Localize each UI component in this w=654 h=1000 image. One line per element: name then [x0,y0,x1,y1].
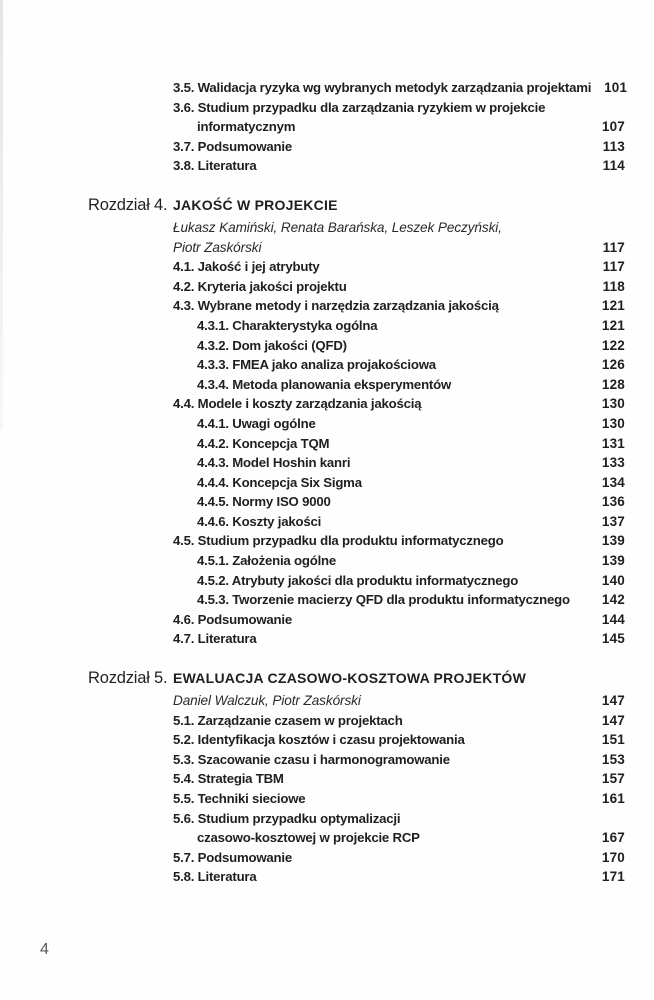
entry-text: 4.1. Jakość i jej atrybuty [173,259,320,275]
toc-subentry [0,355,654,375]
entry-text: 3.6. Studium przypadku dla zarządzania ryzykiem w projekcie [173,99,546,115]
entry-page: 147 [601,712,625,728]
entry-page: 113 [602,138,625,154]
toc-subentry [0,453,654,473]
toc-subentry [0,473,654,493]
entry-text: 4.3.2. Dom jakości (QFD) [197,337,347,353]
entry-page: 130 [601,415,625,431]
chapter-title: JAKOŚĆ W PROJEKCIE [173,196,338,213]
entry-text: 4.4.6. Koszty jakości [197,513,322,529]
toc-entry [0,296,654,316]
entry-text: 4.3.4. Metoda planowania eksperymentów [197,376,452,392]
entry-page: 107 [601,119,625,135]
entry-text: 5.7. Podsumowanie [173,849,292,865]
toc-entry [0,867,654,887]
entry-text: 4.4.2. Koncepcja TQM [197,435,330,451]
entry-page: 101 [604,80,628,95]
entry-page: 117 [602,259,625,275]
toc-subentry [0,590,654,610]
toc-subentry [0,375,654,395]
toc-entry [0,789,654,809]
toc-entry-continuation [0,117,654,137]
toc-entry [0,156,654,176]
chapter-label: Rozdział 4. [88,195,168,214]
entry-page: 128 [601,376,625,392]
entry-text: 4.4.4. Koncepcja Six Sigma [197,474,362,490]
toc-entry [0,277,654,297]
entry-text: czasowo-kosztowej w projekcie RCP [197,830,420,846]
toc-entry-continuation [0,828,654,848]
entry-page: 121 [601,317,625,333]
entry-text: 3.7. Podsumowanie [173,138,292,154]
entry-text: informatycznym [197,119,296,135]
entry-page: 153 [601,751,625,767]
entry-text: 4.5.3. Tworzenie macierzy QFD dla produktu informatycznego [197,592,570,608]
entry-text: 4.4.5. Normy ISO 9000 [197,494,331,510]
entry-text: 4.3.3. FMEA jako analiza projakościowa [197,357,436,373]
entry-text: 4.4.1. Uwagi ogólne [197,415,316,431]
entry-page: 171 [601,869,625,885]
toc-subentry [0,434,654,454]
toc-entry [0,98,654,118]
entry-page: 167 [601,830,625,846]
entry-page: 147 [601,693,625,709]
toc-entry [0,78,654,98]
entry-text: 4.5.2. Atrybuty jakości dla produktu informatycznego [197,572,519,588]
toc-subentry [0,316,654,336]
entry-page: 121 [601,298,625,314]
chapter-label: Rozdział 5. [88,669,168,688]
entry-page: 136 [601,494,625,510]
toc-entry [0,629,654,649]
toc-entry [0,848,654,868]
entry-text: 3.5. Walidacja ryzyka wg wybranych metodyk zarządzania projektami [173,80,592,95]
toc-entry [0,394,654,414]
entry-text: 5.3. Szacowanie czasu i harmonogramowanie [173,751,450,767]
entry-page: 122 [601,337,625,353]
entry-page: 126 [601,357,625,373]
chapter-heading [0,192,654,218]
entry-page: 133 [601,455,625,471]
entry-page: 134 [601,474,625,490]
entry-text: 5.1. Zarządzanie czasem w projektach [173,712,403,728]
entry-text: 5.6. Studium przypadku optymalizacji [173,810,401,826]
entry-page: 118 [602,278,625,294]
toc-entry [0,750,654,770]
toc-subentry [0,414,654,434]
entry-page: 157 [601,771,625,787]
entry-page: 140 [601,572,625,588]
entry-text: Piotr Zaskórski [173,239,262,255]
toc-entry [0,531,654,551]
toc-entry [0,257,654,277]
toc-entry [0,730,654,750]
entry-text: 5.8. Literatura [173,869,257,885]
entry-page: 137 [601,513,625,529]
entry-page: 151 [601,732,625,748]
entry-text: 4.4.3. Model Hoshin kanri [197,455,351,471]
toc-subentry [0,512,654,532]
entry-text: 4.4. Modele i koszty zarządzania jakością [173,396,422,412]
entry-text: 4.2. Kryteria jakości projektu [173,278,347,294]
entry-text: 5.5. Techniki sieciowe [173,791,306,806]
toc-subentry [0,551,654,571]
toc-entry [0,809,654,829]
toc-entry [0,610,654,630]
page-number: 4 [40,941,49,958]
chapter-title: EWALUACJA CZASOWO-KOSZTOWA PROJEKTÓW [173,670,527,687]
entry-text: 5.4. Strategia TBM [173,771,284,787]
toc-subentry [0,336,654,356]
entry-text: 4.5.1. Założenia ogólne [197,553,337,569]
entry-page: 117 [602,239,625,255]
toc-entry [0,769,654,789]
toc-entry [0,711,654,731]
toc-subentry [0,571,654,591]
entry-page: 114 [602,158,625,174]
chapter-authors [0,691,654,711]
entry-page: 139 [601,533,625,549]
entry-text: 3.8. Literatura [173,158,257,174]
chapter-authors [0,238,654,258]
entry-text: 4.5. Studium przypadku dla produktu informatycznego [173,533,504,549]
entry-page: 144 [601,611,625,627]
toc-subentry [0,492,654,512]
entry-text: Łukasz Kamiński, Renata Barańska, Leszek Peczyński, [173,219,502,235]
entry-page: 145 [601,631,625,647]
entry-text: 4.3. Wybrane metody i narzędzia zarządzania jakością [173,298,499,314]
entry-text: Daniel Walczuk, Piotr Zaskórski [173,693,361,709]
chapter-heading [0,665,654,691]
entry-text: 4.3.1. Charakterystyka ogólna [197,317,378,333]
entry-page: 161 [601,791,625,806]
chapter-authors [0,218,654,238]
entry-page: 130 [601,396,625,412]
entry-page: 131 [601,435,625,451]
entry-text: 4.6. Podsumowanie [173,611,292,627]
entry-text: 5.2. Identyfikacja kosztów i czasu projektowania [173,732,465,748]
entry-text: 4.7. Literatura [173,631,257,647]
toc-entry [0,137,654,157]
entry-page: 142 [601,592,625,608]
entry-page: 170 [601,849,625,865]
entry-page: 139 [601,553,625,569]
